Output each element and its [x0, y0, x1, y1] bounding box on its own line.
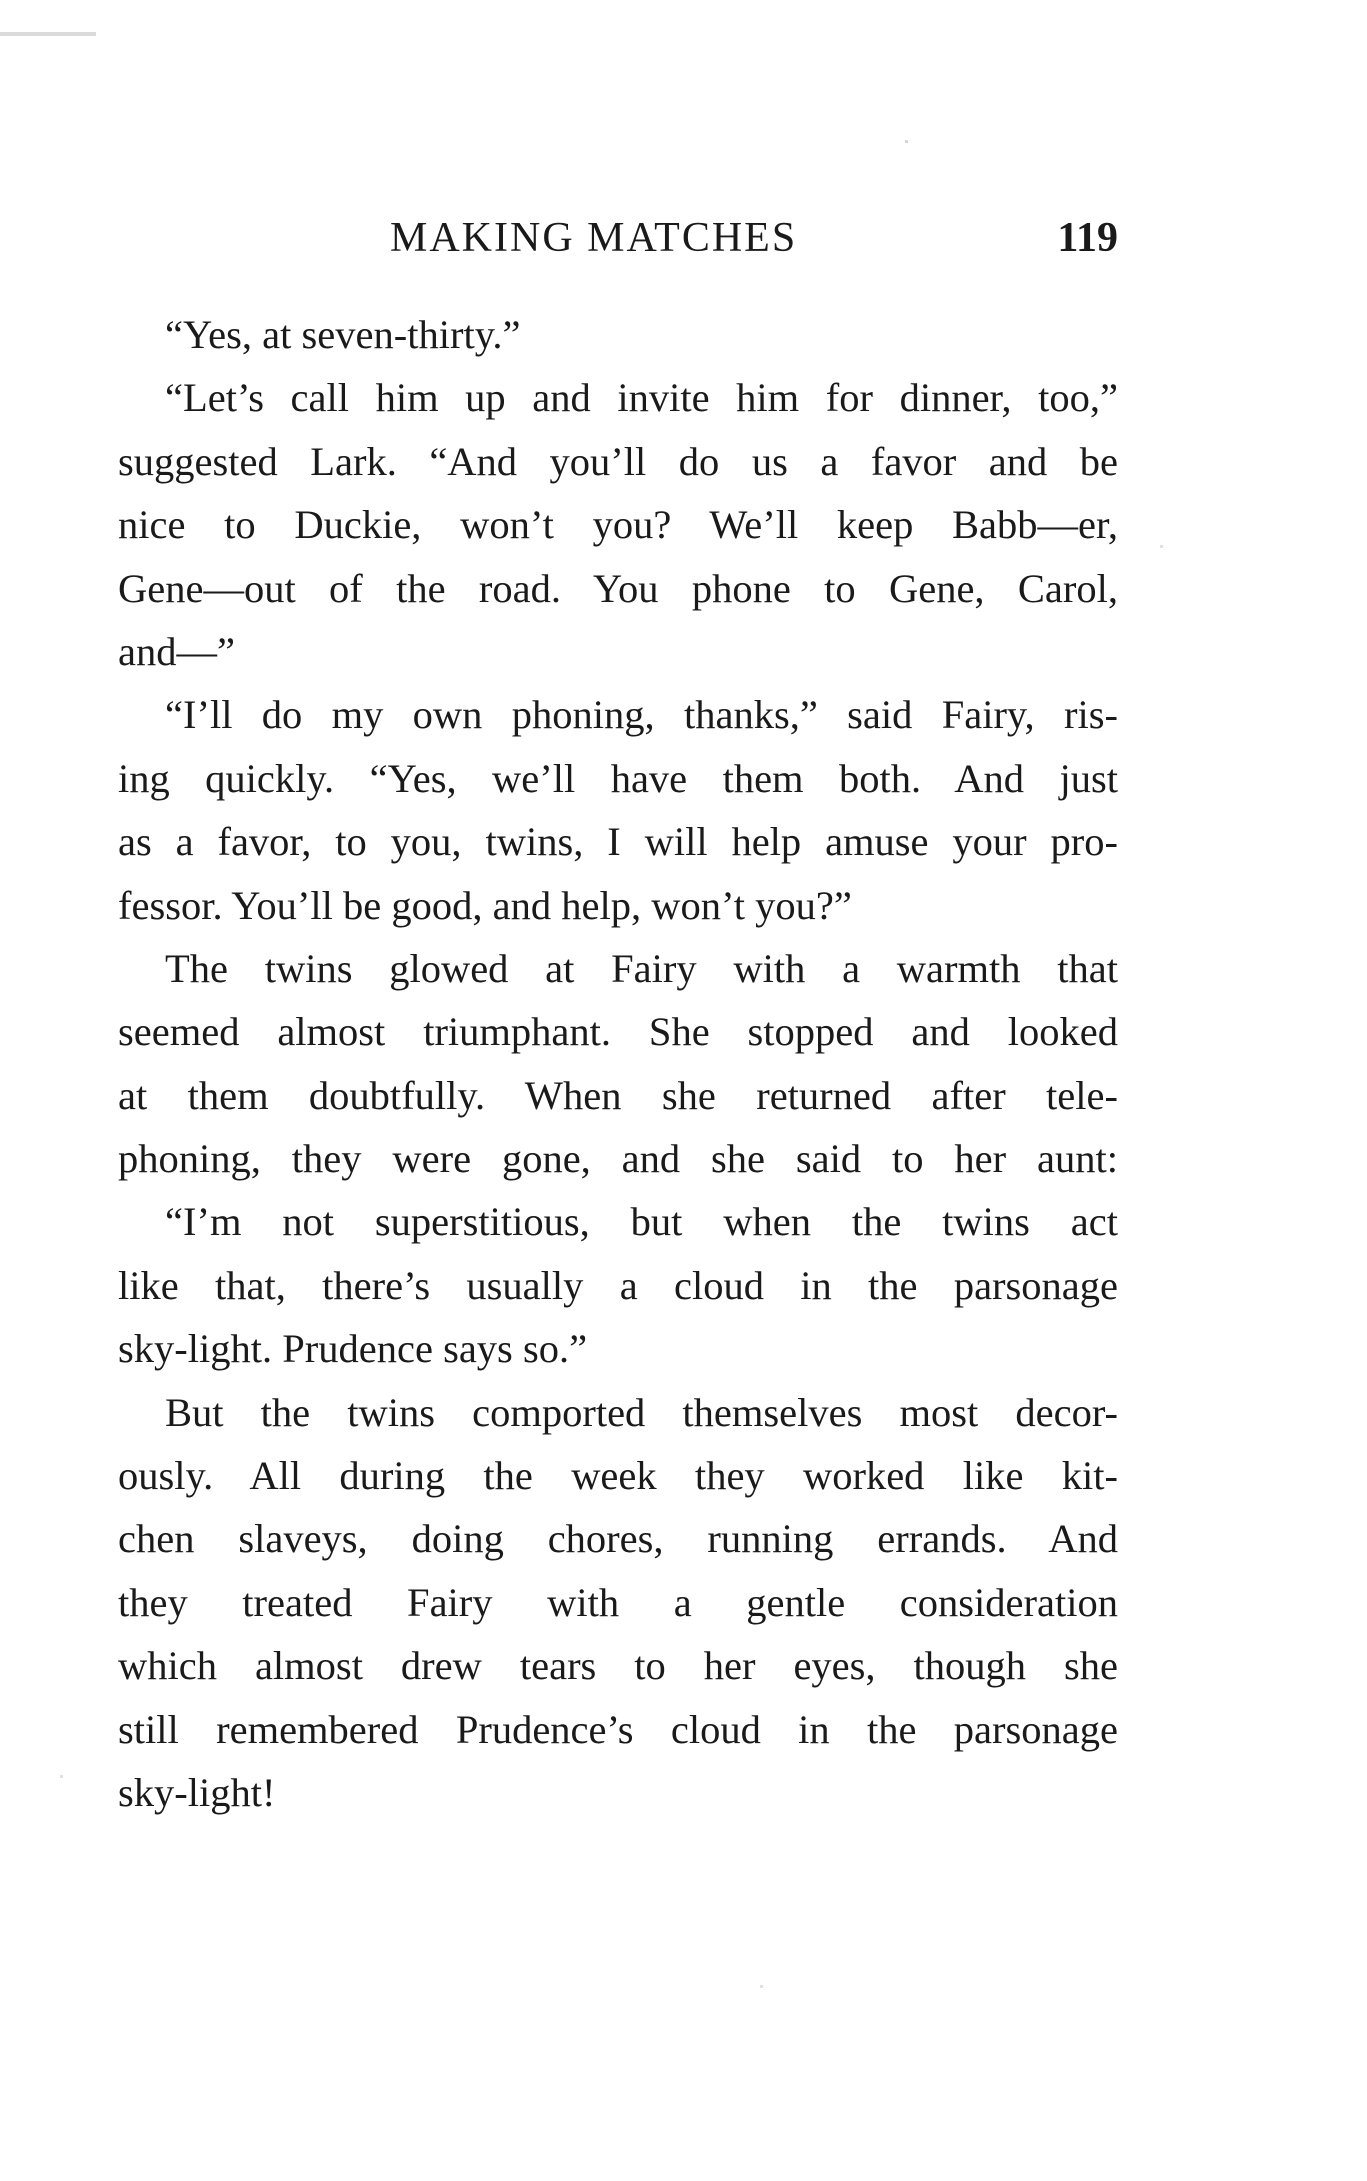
text-line: “I’ll do my own phoning, thanks,” said Fairy, ris- — [165, 692, 1118, 738]
scan-speck — [0, 32, 96, 36]
text-line: ing quickly. “Yes, we’ll have them both. And just — [118, 755, 1118, 801]
text-line: still remembered Prudence’s cloud in the parsonage — [118, 1706, 1118, 1752]
page-header — [118, 208, 1118, 268]
text-line: as a favor, to you, twins, I will help amuse your pro- — [118, 819, 1118, 865]
body-text — [118, 303, 1118, 1824]
text-line: and—” — [118, 628, 235, 674]
text-line: sky-light! — [118, 1769, 276, 1815]
text-line: at them doubtfully. When she returned after tele- — [118, 1072, 1118, 1118]
text-line: ously. All during the week they worked like kit- — [118, 1453, 1118, 1499]
text-line: fessor. You’ll be good, and help, won’t you?” — [118, 882, 852, 928]
text-line: which almost drew tears to her eyes, though she — [118, 1643, 1118, 1689]
scan-speck — [905, 140, 908, 143]
text-line: But the twins comported themselves most decor- — [165, 1389, 1118, 1435]
text-line: chen slaveys, doing chores, running errands. And — [118, 1516, 1118, 1562]
scan-speck — [760, 1985, 763, 1988]
running-head: MAKING MATCHES — [390, 215, 798, 261]
text-line: “Let’s call him up and invite him for dinner, too,” — [165, 375, 1118, 421]
text-line: “I’m not superstitious, but when the twins act — [165, 1199, 1118, 1245]
text-line: The twins glowed at Fairy with a warmth that — [165, 945, 1118, 991]
scan-speck — [1160, 545, 1163, 548]
text-line: “Yes, at seven-thirty.” — [165, 312, 521, 357]
text-line: Gene—out of the road. You phone to Gene, Carol, — [118, 565, 1118, 611]
text-line: suggested Lark. “And you’ll do us a favor and be — [118, 438, 1118, 484]
text-line: they treated Fairy with a gentle consideration — [118, 1579, 1118, 1625]
scan-speck — [60, 1775, 63, 1778]
text-line: seemed almost triumphant. She stopped and looked — [118, 1009, 1118, 1055]
text-line: nice to Duckie, won’t you? We’ll keep Babb—er, — [118, 502, 1118, 548]
text-line: like that, there’s usually a cloud in the parsonage — [118, 1262, 1118, 1308]
text-line: phoning, they were gone, and she said to her aunt: — [118, 1136, 1118, 1182]
text-line: sky-light. Prudence says so.” — [118, 1326, 588, 1372]
page-number: 119 — [1057, 215, 1118, 261]
